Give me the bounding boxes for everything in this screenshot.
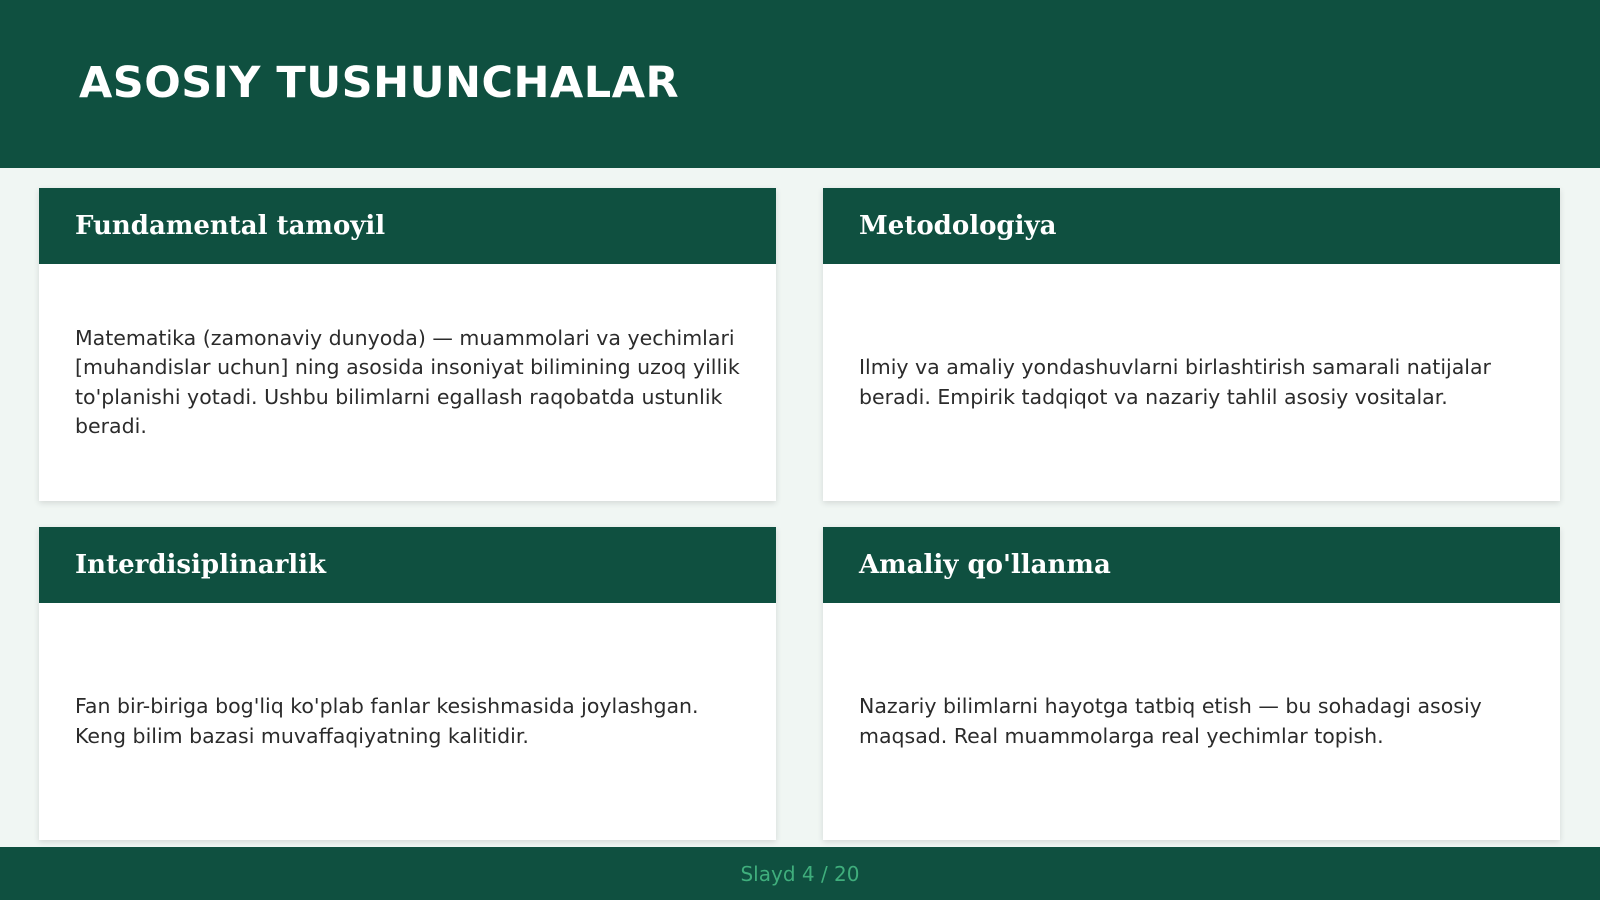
card-title: Amaliy qo'llanma xyxy=(859,550,1111,580)
card-header xyxy=(39,188,776,264)
card-text: Ilmiy va amaliy yondashuvlarni birlashtirish samarali natijalar beradi. Empirik tadqiqot va nazariy tahlil asosiy vositalar. xyxy=(859,355,1491,409)
card-body xyxy=(823,603,1560,840)
card-title: Metodologiya xyxy=(859,211,1057,241)
card-header xyxy=(39,527,776,603)
card-interdisciplinarity xyxy=(39,527,776,840)
slide-counter: Slayd 4 / 20 xyxy=(740,861,860,886)
card-header xyxy=(823,188,1560,264)
card-title: Interdisiplinarlik xyxy=(75,550,327,580)
slide-header xyxy=(0,0,1600,168)
slide-title: ASOSIY TUSHUNCHALAR xyxy=(79,58,680,108)
card-practical-application xyxy=(823,527,1560,840)
card-text: Fan bir-biriga bog'liq ko'plab fanlar kesishmasida joylashgan. Keng bilim bazasi muvaffaqiyatning kalitidir. xyxy=(75,694,699,748)
card-header xyxy=(823,527,1560,603)
card-body xyxy=(39,264,776,501)
slide-footer xyxy=(0,847,1600,900)
card-body xyxy=(39,603,776,840)
card-body xyxy=(823,264,1560,501)
card-methodology xyxy=(823,188,1560,501)
card-fundamental-principle xyxy=(39,188,776,501)
card-text: Nazariy bilimlarni hayotga tatbiq etish — bu sohadagi asosiy maqsad. Real muammolarga real yechimlar topish. xyxy=(859,694,1482,748)
card-text: Matematika (zamonaviy dunyoda) — muammolari va yechimlari [muhandislar uchun] ning asosida insoniyat bilimining uzoq yillik to'planishi yotadi. Ushbu bilimlarni egallash raqobatda ustunlik beradi. xyxy=(75,325,740,438)
card-title: Fundamental tamoyil xyxy=(75,211,386,241)
